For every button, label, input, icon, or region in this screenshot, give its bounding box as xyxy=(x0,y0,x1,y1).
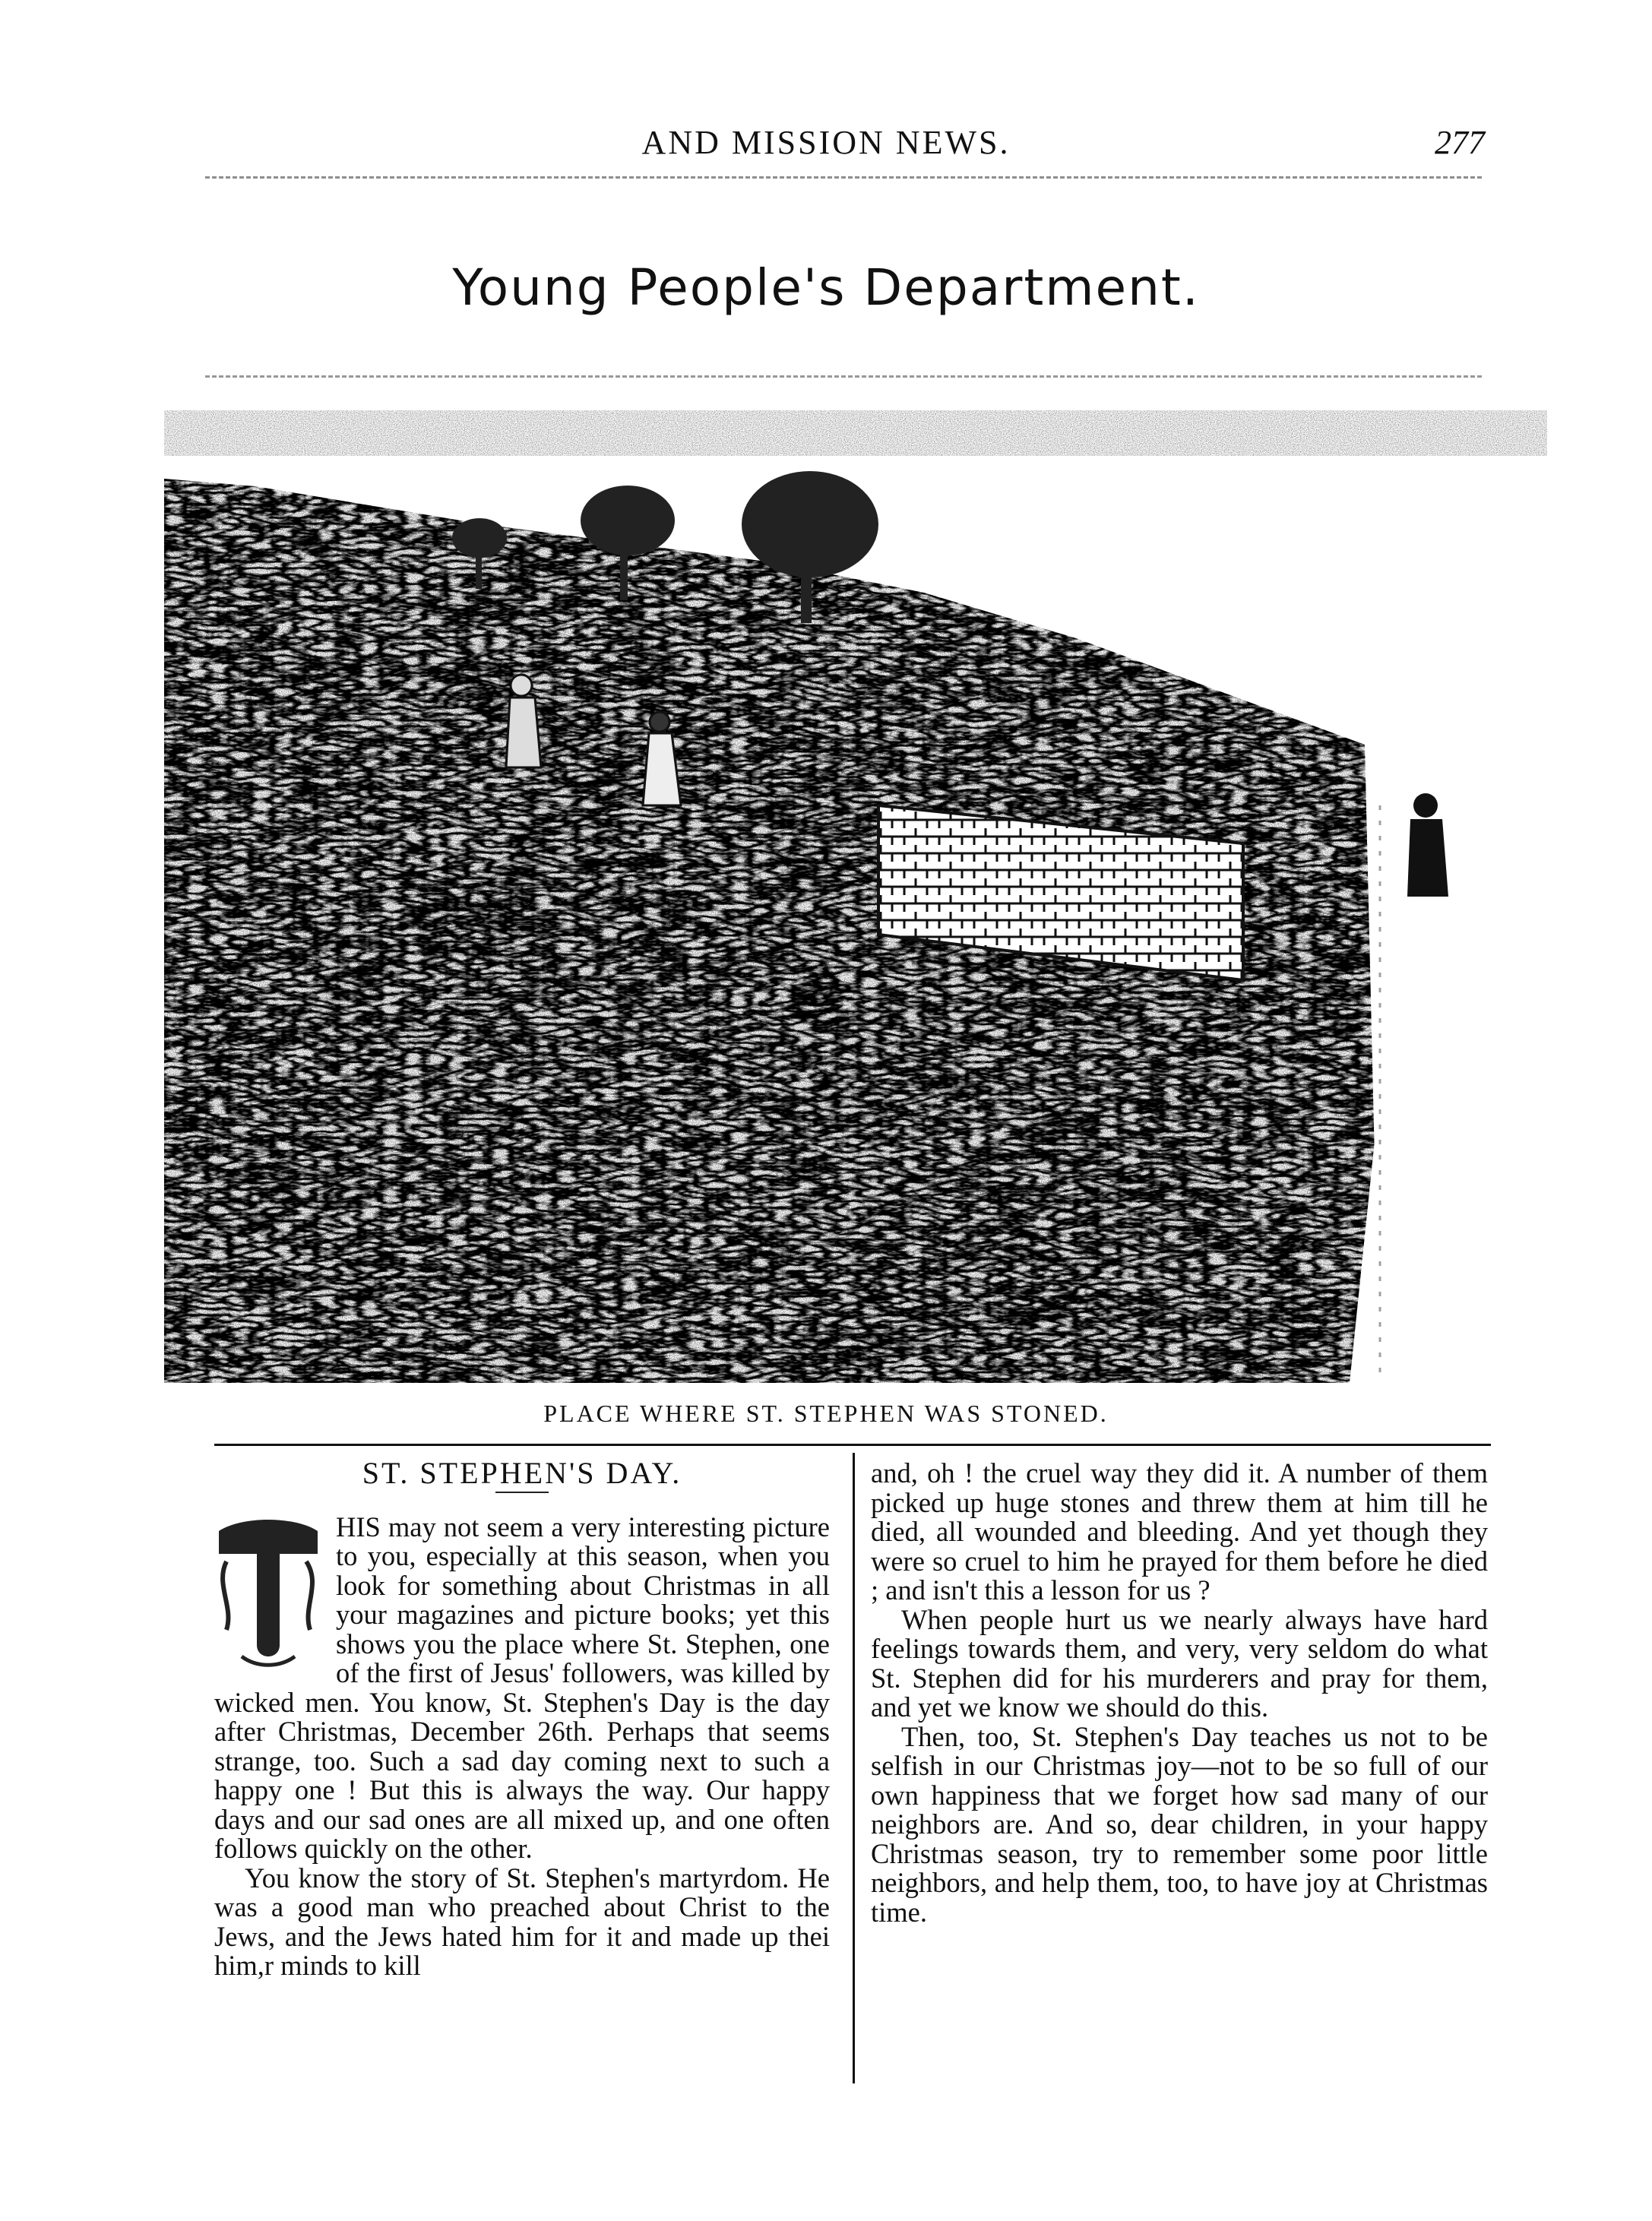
stoning-place-engraving xyxy=(164,410,1547,1383)
running-title: AND MISSION NEWS. xyxy=(641,124,1011,161)
department-title: Young People's Department. xyxy=(452,258,1200,317)
column-divider xyxy=(853,1453,855,2083)
figure-caption: PLACE WHERE ST. STEPHEN WAS STONED. xyxy=(543,1400,1109,1427)
paragraph-3: and, oh ! the cruel way they did it. A number of them picked up huge stones and threw them at him till he died, all wounded and bleeding. And yet though they were so cruel to him he prayed for them before he died ; and isn't this a lesson for us ? xyxy=(871,1457,1488,1606)
title-dash-line xyxy=(205,375,1482,378)
drop-cap xyxy=(211,1516,325,1668)
page-number: 277 xyxy=(1435,124,1485,161)
paragraph-5: Then, too, St. Stephen's Day teaches us not to be selfish in our Christmas joy—not to be so full of our own happiness that we forget how sad many of our neighbors are. And so, dear children, in your happy Christmas season, try to remember some poor little neighbors, and help them, too, to have joy at Christmas time. xyxy=(871,1720,1488,1928)
article-column-right xyxy=(871,1459,1488,1927)
running-head xyxy=(0,123,1652,169)
header-dash-line xyxy=(205,176,1482,179)
article-column-left xyxy=(214,1456,830,1981)
paragraph-2: You know the story of St. Stephen's martyrdom. He was a good man who preached about Christ to the Jews, and the Jews hated him for it and made up thei him,r minds to kill xyxy=(214,1862,830,1981)
article-title: ST. STEPHEN'S DAY. xyxy=(362,1456,682,1490)
title-rule xyxy=(495,1492,549,1493)
paragraph-4: When people hurt us we nearly always have hard feelings towards them, and very, very seldom do what St. Stephen did for his murderers and pray for them, and yet we know we should do this. xyxy=(871,1603,1488,1723)
paragraph-1: HIS may not seem a very interesting picture to you, especially at this season, when you look for something about Christmas in all your magazines and picture books; yet this shows you the place where St. Stephen, one of the first of Jesus' followers, was killed by wicked men. You know, St. Stephen's Day is the day after Christmas, December 26th. Perhaps that seems strange, too. Such a sad day coming next to such a happy one ! But this is always the way. Our happy days and our sad ones are all mixed up, and one often follows quickly on the other. xyxy=(214,1511,830,1864)
caption-rule xyxy=(214,1444,1491,1446)
